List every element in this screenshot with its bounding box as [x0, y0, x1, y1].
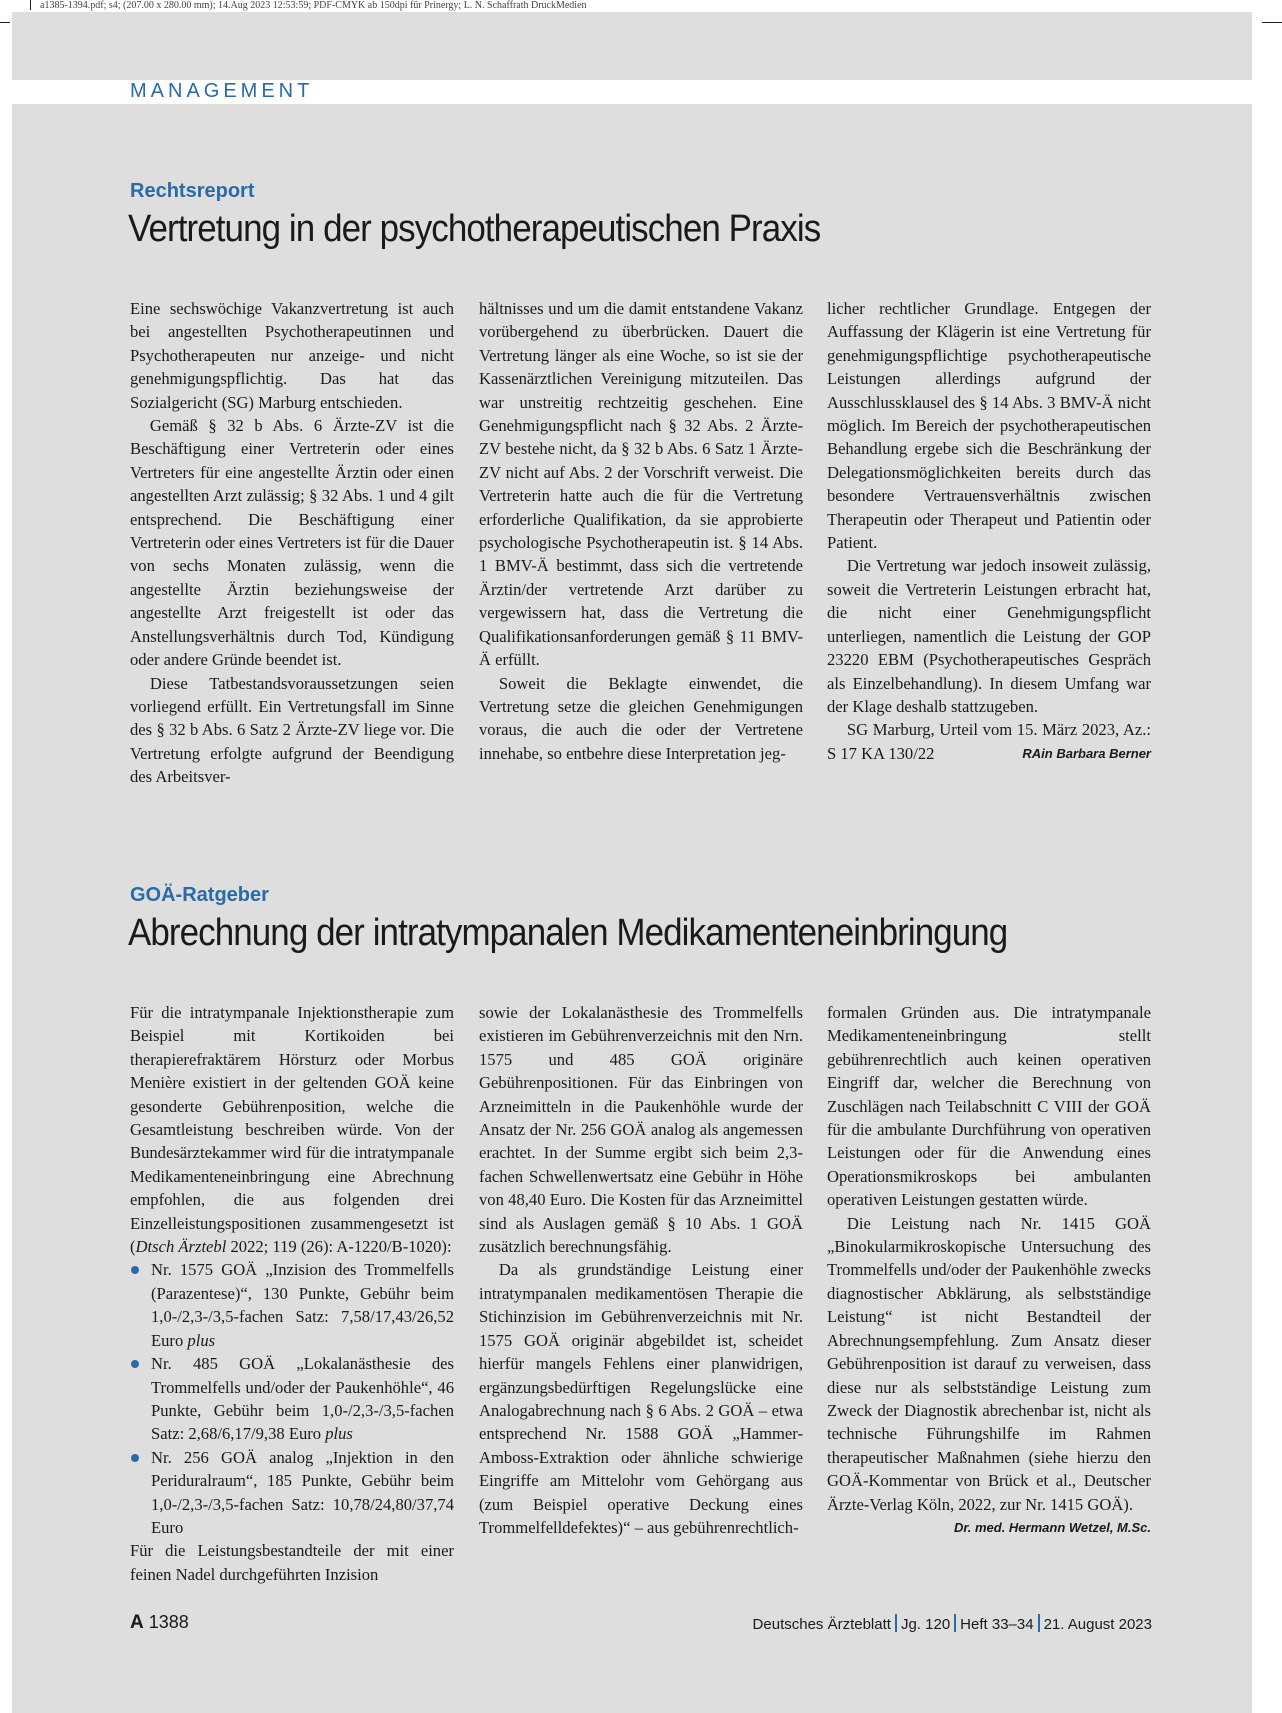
paragraph: Da als grundständige Leistung einer intratympanalen medikamentösen Therapie die Stichinzision im Gebührenverzeichnis mit Nr. 1575 GOÄ originär abgebildet ist, scheidet hierfür mangels Fehlens einer planwidrigen, ergänzungsbedürftigen Regelungslücke eine Analogabrechnung nach § 6 Abs. 2 GOÄ – etwa entsprechend Nr. 1588 GOÄ „Hammer-Amboss-Extraktion oder ähnliche schwierige Eingriffe am Mittelohr vom Gehörgang aus (zum Beispiel operative Deckung eines Trommelfelldefektes)“ – aus gebührenrechtlich-	[479, 1260, 803, 1537]
journal-name: Deutsches Ärzteblatt	[752, 1616, 891, 1633]
page-prefix: A	[130, 1612, 144, 1633]
article1-column-2	[479, 297, 803, 765]
bullet-icon	[131, 1266, 139, 1274]
paragraph: formalen Gründen aus. Die intratympanale Medikamenteneinbringung stellt gebührenrechtlich auch keinen operativen Eingriff dar, welcher die Berechnung von Zuschlägen nach Teilabschnitt C VIII der GOÄ für die ambulante Durchführung von operativen Leistungen oder für die Anwendung eines Operationsmikroskops bei ambulanten operativen Leistungen gestatten würde.	[827, 1003, 1151, 1210]
article2-kicker: GOÄ-Ratgeber	[130, 884, 269, 906]
paragraph: sowie der Lokalanästhesie des Trommelfells existieren im Gebührenverzeichnis mit den Nrn. 1575 und 485 GOÄ originäre Gebührenpositionen. Für das Einbringen von Arzneimitteln in die Paukenhöhle wurde der Ansatz der Nr. 256 GOÄ analog als angemessen erachtet. In der Summe ergibt sich beim 2,3-fachen Schwellenwertsatz eine Gebühr in Höhe von 48,40 Euro. Die Kosten für das Arzneimittel sind als Auslagen gemäß § 10 Abs. 1 GOÄ zusätzlich berechnungsfähig.	[479, 1003, 803, 1257]
article1-author: RAin Barbara Berner	[1022, 745, 1151, 761]
separator	[954, 1614, 956, 1632]
article2-column-1	[130, 1001, 454, 1586]
article1-title: Vertretung in der psychotherapeutischen Praxis	[128, 208, 821, 250]
article2-column-3	[827, 1001, 1151, 1539]
paragraph: licher rechtlicher Grundlage. Entgegen der Auffassung der Klägerin ist eine Vertretung für genehmigungspflichtige psychotherapeutische Leistungen allerdings aufgrund der Ausschlussklausel des § 14 Abs. 3 BMV-Ä nicht möglich. Im Bereich der psychotherapeutischen Behandlung ergebe sich die Beschränkung der Delegationsmöglichkeiten bereits durch das besondere Vertrauensverhältnis zwischen Therapeutin oder Therapeut und Patientin oder Patient.	[827, 299, 1151, 553]
paragraph: Soweit die Beklagte einwendet, die Vertretung setze die gleichen Genehmigungen voraus, die auch die oder der Vertretene innehabe, so entbehre diese Interpretation jeg-	[479, 673, 803, 763]
page-number	[130, 1612, 189, 1634]
paragraph: hältnisses und um die damit entstandene Vakanz vorübergehend zu überbrücken. Dauert die Vertretung länger als eine Woche, so ist sie der Kassenärztlichen Vereinigung mitzuteilen. Das war unstreitig rechtzeitig geschehen. Eine Genehmigungspflicht nach § 32 Abs. 2 Ärzte-ZV bestehe nicht, da § 32 b Abs. 6 Satz 1 Ärzte-ZV nicht auf Abs. 2 der Vorschrift verweist. Die Vertreterin hatte auch die für die Vertretung erforderliche Qualifikation, da sie approbierte psychologische Psychotherapeutin ist. § 14 Abs. 1 BMV-Ä bestimmt, dass sich die vertretende Ärztin/der vertretende Arzt darüber zu vergewissern hat, dass die Vertretung die Qualifikationsanforderungen gemäß § 11 BMV-Ä erfüllt.	[479, 299, 803, 670]
bullet-icon	[131, 1360, 139, 1368]
journal-date: 21. August 2023	[1043, 1616, 1152, 1633]
article1-kicker: Rechtsreport	[130, 180, 255, 202]
list-item	[130, 1446, 454, 1540]
article1-column-1	[130, 297, 454, 789]
page-number-value: 1388	[148, 1612, 189, 1632]
page-background-top	[12, 12, 1252, 80]
paragraph	[827, 718, 1151, 765]
article2-title: Abrechnung der intratympanalen Medikamenteneinbringung	[128, 912, 1008, 954]
section-label: MANAGEMENT	[130, 80, 314, 102]
paragraph	[827, 1212, 1151, 1535]
separator	[895, 1614, 897, 1632]
list-item-text: Nr. 485 GOÄ „Lokalanästhesie des Trommelfells und/oder der Paukenhöhle“, 46 Punkte, Gebühr beim 1,0-/2,3-/3,5-fachen Satz: 2,68/6,17/9,38 Euro	[151, 1354, 454, 1444]
journal-volume: Jg. 120	[900, 1616, 951, 1633]
crop-mark	[1262, 22, 1282, 23]
citation-journal: Dtsch Ärztebl	[135, 1237, 227, 1257]
paragraph: Diese Tatbestandsvoraussetzungen seien vorliegend erfüllt. Ein Vertretungsfall im Sinne des § 32 b Abs. 6 Satz 2 Ärzte-ZV liege vor. Die Vertretung erfolgte aufgrund der Beendigung des Arbeitsver-	[130, 673, 454, 787]
citation-rest: 2022; 119 (26): A-1220/B-1020):	[226, 1237, 452, 1257]
intro-text: Für die intratympanale Injektionstherapie zum Beispiel mit Kortikoiden bei therapierefraktärem Hörsturz oder Morbus Menière existiert in der geltenden GOÄ keine gesonderte Gebührenposition, welche die Gesamtleistung beschreiben würde. Von der Bundesärztekammer wird für die intratympanale Medikamenteneinbringung eine Abrechnung empfohlen, die aus folgenden drei Einzelleistungspositionen zusammengesetzt ist (	[130, 1003, 454, 1257]
paragraph: Die Vertretung war jedoch insoweit zulässig, soweit die Vertreterin Leistungen erbracht hat, die nicht einer Genehmigungspflicht unterliegen, namentlich die Leistung der GOP 23220 EBM (Psychotherapeutisches Gespräch als Einzelbehandlung). In diesem Umfang war der Klage deshalb stattzugeben.	[827, 556, 1151, 716]
list-item	[130, 1258, 454, 1352]
print-slug: a1385-1394.pdf; s4; (207.00 x 280.00 mm); 14.Aug 2023 12:53:59; PDF-CMYK ab 150dpi für Prinergy; L. N. Schaffrath DruckMedien	[40, 0, 587, 11]
paragraph: Für die Leistungsbestandteile der mit einer feinen Nadel durchgeführten Inzision	[130, 1541, 454, 1584]
list-item-suffix: plus	[187, 1330, 216, 1350]
crop-mark	[30, 0, 31, 10]
list-item-suffix: plus	[325, 1424, 353, 1444]
court-citation: SG Marburg, Urteil vom 15. März 2023, Az.: S 17 KA 130/22	[827, 720, 1151, 763]
list-item-text: Nr. 1575 GOÄ „Inzision des Trommelfells (Parazentese)“, 130 Punkte, Gebühr beim 1,0-/2,3-/3,5-fachen Satz: 7,58/17,43/26,52 Euro	[151, 1260, 454, 1350]
bullet-icon	[131, 1454, 139, 1462]
paragraph-text: Die Leistung nach Nr. 1415 GOÄ „Binokularmikroskopische Untersuchung des Trommelfells und/oder der Paukenhöhle zwecks diagnostischer Abklärung, als selbstständige Leistung“ ist nicht Bestandteil der Abrechnungsempfehlung. Zum Ansatz dieser Gebührenposition ist darauf zu verweisen, dass diese nur als selbstständige Leistung zum Zweck der Diagnostik abrechenbar ist, nicht als technische Führungshilfe im Rahmen therapeutischer Maßnahmen (siehe hierzu den GOÄ-Kommentar von Brück et al., Deutscher Ärzte-Verlag Köln, 2022, zur Nr. 1415 GOÄ).	[827, 1213, 1151, 1514]
separator	[1038, 1614, 1040, 1632]
list-item-text: Nr. 256 GOÄ analog „Injektion in den Periduralraum“, 185 Punkte, Gebühr beim 1,0-/2,3-/3,5-fachen Satz: 10,78/24,80/37,74 Euro	[151, 1447, 454, 1537]
paragraph	[130, 1001, 454, 1258]
fee-list	[130, 1258, 454, 1539]
paragraph: Eine sechswöchige Vakanzvertretung ist auch bei angestellten Psychotherapeutinnen und Psychotherapeuten nur anzeige- und nicht genehmigungspflichtig. Das hat das Sozialgericht (SG) Marburg entschieden.	[130, 299, 454, 412]
crop-mark	[0, 22, 10, 23]
article2-column-2	[479, 1001, 803, 1539]
article1-column-3	[827, 297, 1151, 765]
article2-author: Dr. med. Hermann Wetzel, M.Sc.	[954, 1519, 1151, 1535]
paragraph: Gemäß § 32 b Abs. 6 Ärzte-ZV ist die Beschäftigung einer Vertreterin oder eines Vertreters für eine angestellte Ärztin oder einen angestellten Arzt zulässig; § 32 Abs. 1 und 4 gilt entsprechend. Die Beschäftigung einer Vertreterin oder eines Vertreters ist für die Dauer von sechs Monaten zulässig, wenn die angestellte Ärztin beziehungsweise der angestellte Arzt freigestellt ist oder das Anstellungsverhältnis durch Tod, Kündigung oder andere Gründe beendet ist.	[130, 416, 454, 670]
journal-issue: Heft 33–34	[960, 1616, 1034, 1633]
list-item	[130, 1352, 454, 1446]
journal-info	[753, 1614, 1152, 1633]
